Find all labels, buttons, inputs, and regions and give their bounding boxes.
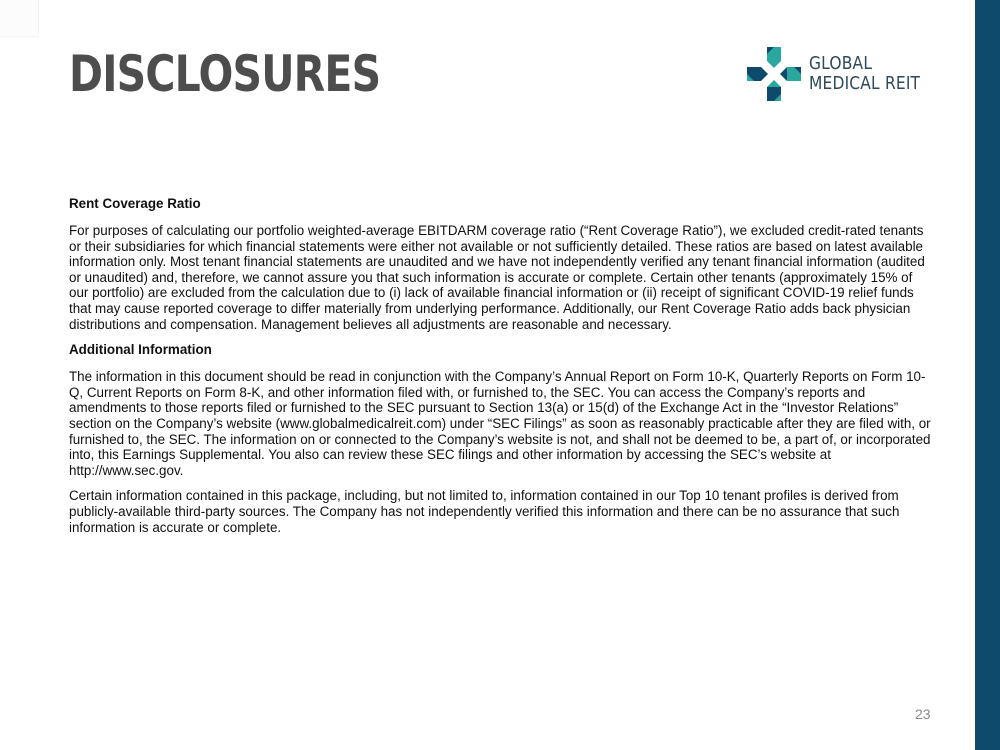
page-title: DISCLOSURES [69,45,381,103]
additional-info-paragraph-2: Certain information contained in this package, including, but not limited to, information contained in our Top 10 tenant profiles is derived from publicly-available third-party sources. The Company has not independently verified this information and there can be no assurance that such information is accurate or complete. [69,488,900,535]
company-logo [745,44,935,104]
page-number: 23 [915,706,931,722]
corner-mark [0,0,39,37]
logo-cross-icon [745,45,803,103]
rent-coverage-paragraph: For purposes of calculating our portfolio weighted-average EBITDARM coverage ratio (“Rent Coverage Ratio”), we excluded credit-rated tenants or their subsidiaries for which financial statements were either not available or not sufficiently detailed. These ratios are based on latest available information only. Most tenant financial statements are unaudited and we have not independently verified any tenant financial information (audited or unaudited) and, therefore, we cannot assure you that such information is accurate or complete. Certain other tenants (approximately 15% of our portfolio) are excluded from the calculation due to (i) lack of available financial information or (ii) receipt of significant COVID-19 relief funds that may cause reported coverage to differ materially from underlying performance. Additionally, our Rent Coverage Ratio adds back physician distributions and compensation. Management believes all adjustments are reasonable and necessary. [69,223,925,332]
disclosures-body [69,196,934,545]
accent-side-bar [975,0,1000,750]
logo-wordmark [809,54,920,94]
section-heading-additional-information: Additional Information [69,342,212,358]
section-heading-rent-coverage: Rent Coverage Ratio [69,196,201,211]
logo-line-2: MEDICAL REIT [809,73,921,94]
logo-line-1: GLOBAL [809,53,873,74]
additional-info-paragraph-1: The information in this document should be read in conjunction with the Company’s Annual Report on Form 10-K, Quarterly Reports on Form 10-Q, Current Reports on Form 8-K, and other information filed with, or furnished to, the SEC. You can access the Company’s reports and amendments to those reports filed or furnished to the SEC pursuant to Section 13(a) or 15(d) of the Exchange Act in the “Investor Relations” section on the Company’s website (www.globalmedicalreit.com) under “SEC Filings” as soon as reasonably practicable after they are filed with, or furnished to, the SEC. The information on or connected to the Company’s website is not, and shall not be deemed to be, a part of, or incorporated into, this Earnings Supplemental. You also can review these SEC filings and other information by accessing the SEC’s website at http://www.sec.gov. [69,369,931,478]
